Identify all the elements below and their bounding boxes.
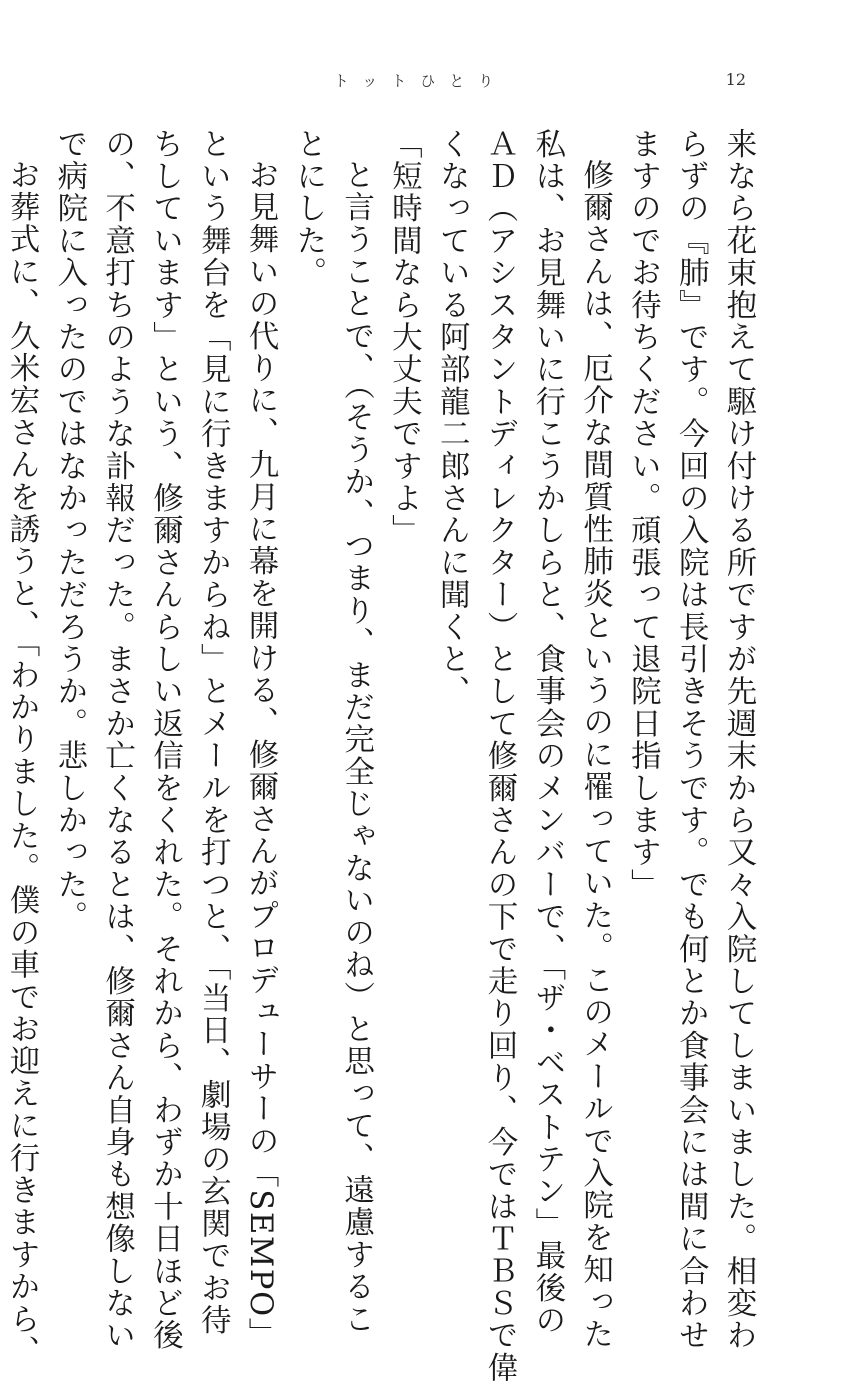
text-line-9: と言うことで、（そうか、つまり、まだ完全じゃないのね）と思って、遠慮するこ: [338, 158, 374, 1335]
text-line-4: 修爾さんは、厄介な間質性肺炎というのに罹っていた。このメールで入院を知った: [577, 158, 613, 1350]
text-line-7: くなっている阿部龍二郎さんに聞くと、: [434, 128, 470, 708]
text-line-12: という舞台を「見に行きますからね」とメールを打つと、「当日、劇場の玄関でお待: [195, 128, 231, 1337]
text-line-11: お見舞いの代りに、九月に幕を開ける、修爾さんがプロデューサーの「SEMPO」: [243, 158, 279, 1350]
text-line-8: 「短時間なら大丈夫ですよ」: [386, 128, 422, 547]
text-line-10: とにした。: [290, 128, 326, 289]
text-line-6: ＡＤ（アシスタントディレクター）として修爾さんの下で走り回り、今ではＴＢＳで偉: [482, 128, 518, 1384]
text-line-13: ちしています」という、修爾さんらしい返信をくれた。それから、わずか十日ほど後: [147, 128, 183, 1352]
text-line-5: 私は、お見舞いに行こうかしらと、食事会のメンバーで、「ザ・ベストテン」最後の: [529, 128, 565, 1337]
running-title: トットひとり: [333, 72, 508, 90]
text-line-14: の、不意打ちのような訃報だった。まさか亡くなるとは、修爾さん自身も想像しない: [99, 128, 135, 1352]
text-line-15: で病院に入ったのではなかっただろうか。悲しかった。: [51, 128, 87, 933]
page-number: 12: [725, 70, 746, 89]
vertical-text-body: [4, 128, 762, 1384]
text-line-2: らずの『肺』です。今回の入院は長引きそうです。でも何とか食事会には間に合わせ: [673, 128, 709, 1352]
text-line-1: 来なら花束抱えて駆け付ける所ですが先週末から又々入院してしまいました。相変わ: [721, 128, 756, 1352]
text-line-3: ますのでお待ちください。頑張って退院日指します」: [625, 128, 661, 901]
text-line-16: お葬式に、久米宏さんを誘うと、「わかりました。僕の車でお迎えに行きますから、: [4, 158, 40, 1367]
